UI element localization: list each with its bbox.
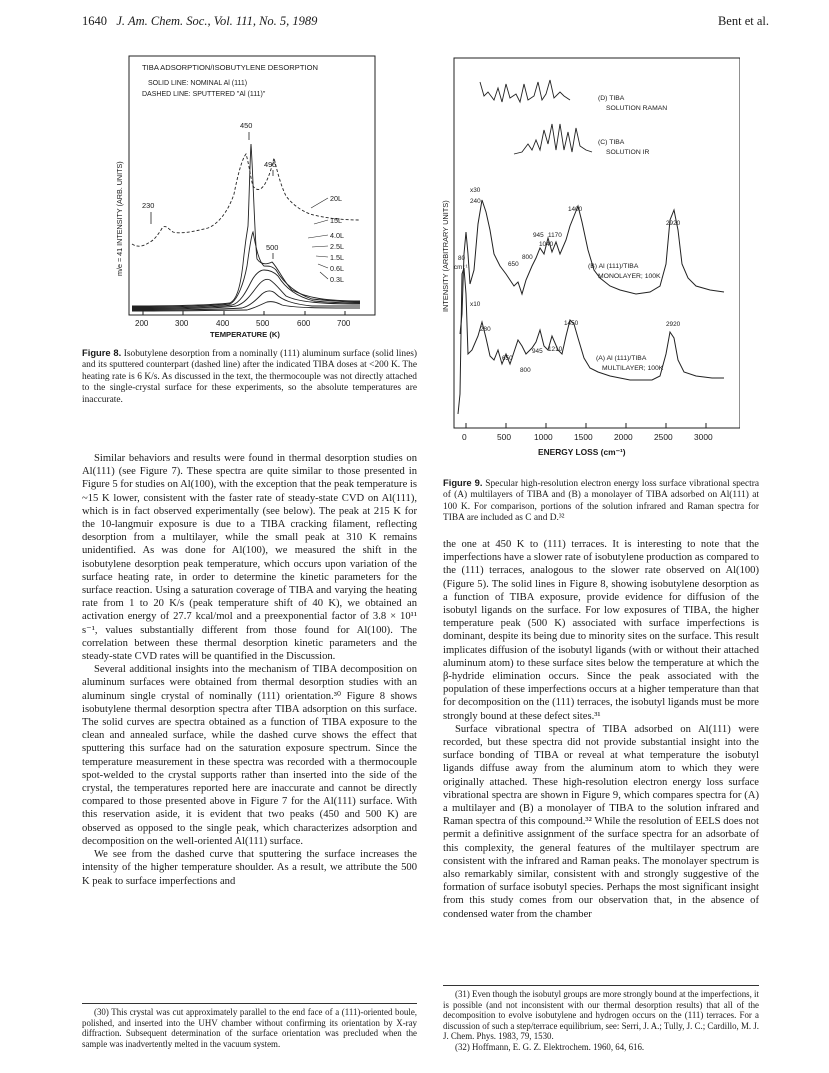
right-footnote-rule (443, 985, 759, 986)
fig9-trace-a-multilayer (458, 268, 724, 414)
fig9-a-peak-1450: 1450 (564, 320, 579, 327)
footnote-32: (32) Hoffmann, E. G. Z. Elektrochem. 1960, 64, 616. (455, 1041, 645, 1052)
fig9-a-peak-800: 800 (520, 367, 531, 374)
fig8-xtick-700: 700 (337, 319, 351, 328)
fig8-xtick-600: 600 (297, 319, 311, 328)
fig8-xticks (143, 311, 345, 315)
fig9-label-c-line1: (C) TIBA (598, 139, 625, 146)
right-paragraph-1: the one at 450 K to (111) terraces. It is interesting to note that the imperfections have a slower rate of isobutylene production as compared to the (111) terraces, analogous to the slower rate observed on Al(100) (Figure 5). The solid lines in Figure 8, showing isobutylene desorption as a function of TIBA exposure, provide evidence for diffusion of the isobutyl ligands on the surface. For low exposures of TIBA, the higher temperature peak (500 K) associated with surface imperfections is dominant, despite its being due to minority sites on the surface. This result implicates diffusion of the isobutyl ligands (with or without their attached aluminum atom) to these surface sites below the temperature at which the β-hydride elimination occurs. Since the peak associated with the population of these imperfections occurs at a higher temperature than that for decomposition on the (111) terraces, the isobutyl ligands must be more strongly bound at these defect sites.³¹ (443, 539, 759, 722)
left-paragraph-3: We see from the dashed curve that sputtering the surface increases the intensity of the higher temperature shoulder. As a result, we attribute the 500 K peak to surface imperfections and (82, 849, 417, 887)
right-column-text (443, 538, 759, 921)
fig8-ylabel: m/e = 41 INTENSITY (ARB. UNITS) (115, 161, 124, 276)
fig9-xtick-1500: 1500 (574, 432, 593, 442)
fig9-caption-label: Figure 9. (443, 477, 483, 488)
fig9-b-peak-2920: 2920 (666, 220, 681, 227)
fig8-xtick-200: 200 (135, 319, 149, 328)
fig9-frame (454, 58, 740, 428)
fig9-xtick-3000: 3000 (694, 432, 713, 442)
footnote-30: (30) This crystal was cut approximately parallel to the end face of a (111)-oriented boule, polished, and inserted into the UHV chamber without confirming its orientation by X-ray diffraction. Subsequent determination of the surface orientation was precluded when the sample was inadvertently melted in the vacuum system. (82, 1007, 417, 1049)
fig8-dose-2.5L: 2.5L (330, 242, 344, 251)
fig9-xtick-2000: 2000 (614, 432, 633, 442)
header-authors: Bent et al. (717, 14, 769, 28)
fig8-peak-495: 495 (264, 160, 277, 169)
fig9-label-d-line1: (D) TIBA (598, 95, 625, 102)
left-paragraph-1: Similar behaviors and results were found in thermal desorption studies on Al(111) (see Figure 7). These spectra are quite similar to those presented in Figure 5 for studies on Al(100), with the exception that the peak temperature is ~15 K lower, consistent with the faster rate of steady-state CVD on Al(111), which is in fact observed experimentally (see below). The peak at 215 K for the 10-langmuir exposure is due to a TIBA cracking filament, reflecting desorption from a multilayer, while the small peak at 310 K remains unidentified. As was done for Al(100), we measured the shift in the isobutylene desorption peak temperature, which occurs upon variation of the surface heating rate, in order to determine the kinetic parameters for the surface reaction. Using a saturation coverage of TIBA and varying the heating rate from 1 to 20 K/s (peak temperature shift of 40 K), we obtained an activation energy of 27.7 kcal/mol and a preexponential factor of 3.8 × 10¹¹ s⁻¹, values substantially different from those found for Al(100). The correlation between these thermal desorption kinetic parameters and the steady-state CVD rates will be quantified in the Discussion. (82, 453, 417, 663)
fig9-xticks (466, 423, 706, 428)
fig9-trace-d-raman (480, 80, 570, 102)
fig9-b-peak-650: 650 (508, 261, 519, 268)
fig8-dose-leaders (308, 198, 328, 279)
fig9-a-peak-2920: 2920 (666, 321, 681, 328)
fig9-elastic-unit: cm⁻¹ (454, 264, 468, 271)
fig9-b-peak-945: 945 (533, 232, 544, 239)
fig8-dose-1.5L: 1.5L (330, 253, 344, 262)
fig8-dose-0.6L: 0.6L (330, 264, 344, 273)
fig9-xtick-500: 500 (497, 432, 511, 442)
fig9-trace-c-ir (514, 124, 592, 154)
fig9-label-b-line2: MONOLAYER; 100K (598, 273, 661, 280)
right-paragraph-2: Surface vibrational spectra of TIBA adsorbed on Al(111) were recorded, but these spectra did not provide substantial insight into the surface bonding of TIBA or reveal at what temperature the isobutyl ligands diffuse away from the aluminum atom to which they were originally attached. These high-resolution electron energy loss surface vibrational spectra are shown in Figure 9, which compares spectra for (A) a multilayer and (B) a monolayer of TIBA to the solution infrared and Raman spectra of this compound.³² While the resolution of EELS does not permit a definitive assignment of the surface spectra for an adsorbate of this complexity, the general features of the multilayer spectrum are consistent with the infrared and Raman peaks. The monolayer spectrum is also remarkably similar, consistent with and strongly suggestive of the formation of surface isobutyl species. Perhaps the most significant insight from this study comes from our observation that, in the absence of condensed water from the chamber (443, 723, 759, 920)
fig8-xtick-400: 400 (216, 319, 230, 328)
fig9-a-peak-945: 945 (532, 348, 543, 355)
fig9-a-peak-650: 650 (502, 355, 513, 362)
fig9-xtick-1000: 1000 (534, 432, 553, 442)
left-paragraph-2: Several additional insights into the mechanism of TIBA decomposition on aluminum surfaces were obtained from thermal desorption studies with an aluminum single crystal of nominally (111) orientation.³⁰ Figure 8 shows isobutylene thermal desorption spectra after TIBA adsorption on this surface. The solid curves are spectra obtained as a function of TIBA exposure to the clean and annealed surface, while the dashed curve shows the effect that sputtering this surface had on the saturation exposure spectrum. Since the temperature measurement in these spectra was recorded with a thermocouple spot-welded to the crystal supports rather than inserted into the side of the crystal, the temperatures reported here are inaccurate and cannot be directly compared to those presented above in Figure 7 for the Al(111) surface. With this reservation aside, it is evident that two peaks (450 and 500 K) are observed as opposed to the single peak, which characterizes adsorption and decomposition on the well-oriented Al(111) surface. (82, 664, 417, 847)
fig8-dose-15L: 15L (330, 216, 342, 225)
fig8-caption (82, 347, 417, 406)
fig8-dose-4.0L: 4.0L (330, 231, 344, 240)
fig9-b-peak-1040: 1040 (539, 241, 554, 248)
fig8-title: TIBA ADSORPTION/ISOBUTYLENE DESORPTION (142, 63, 318, 72)
fig8-xtick-500: 500 (256, 319, 270, 328)
fig9-b-peak-1170: 1170 (548, 232, 562, 239)
fig8-dashed-curve (132, 154, 360, 246)
fig9-caption-text: Specular high-resolution electron energy loss surface vibrational spectra of (A) multilayers of TIBA and (B) a monolayer of TIBA adsorbed on Al(111) at 100 K. For comparison, portions of the solution infrared and Raman spectra for TIBA are included as C and D.³² (443, 479, 760, 524)
fig9-label-a-line1: (A) Al (111)/TIBA (596, 355, 647, 362)
fig8-dose-20L: 20L (330, 194, 342, 203)
figure-8 (112, 54, 382, 344)
fig8-xlabel: TEMPERATURE (K) (210, 330, 280, 339)
fig9-label-c-line2: SOLUTION IR (606, 149, 650, 156)
fig8-solid-curves (132, 144, 360, 311)
header-citation: 1640 J. Am. Chem. Soc., Vol. 111, No. 5, 1989 (82, 14, 318, 28)
fig8-peak-450: 450 (240, 121, 253, 130)
left-footnotes (82, 1007, 417, 1049)
fig9-b-peak-800: 800 (522, 254, 533, 261)
fig9-xlabel: ENERGY LOSS (cm⁻¹) (538, 447, 626, 457)
fig9-a-peak-280: 280 (480, 326, 491, 333)
left-column-text (82, 452, 417, 888)
fig9-mult-a: x10 (470, 301, 481, 308)
fig8-xtick-300: 300 (175, 319, 189, 328)
footnote-31: (31) Even though the isobutyl groups are more strongly bound at the imperfections, it is possible (and not inconsistent with our thermal desorption results) that all of the decomposition to evolve isobutylene and hydrogen occurs on the (111) terraces. For a discussion of such a step/terrace equilibrium, see: Serri, J. A.; Tully, J. C.; Cardillo, M. J. J. Chem. Phys. 1983, 79, 1530. (443, 989, 759, 1042)
fig9-label-b-line1: (B) Al (111)/TIBA (588, 263, 639, 270)
fig8-caption-text: Isobutylene desorption from a nominally (111) aluminum surface (solid lines) and its sputtered counterpart (dashed line) after the indicated TIBA doses at <200 K. The heating rate is 6 K/s. As discussed in the text, the thermocouple was not directly attached to the single-crystal surface for these experiments, so the absolute temperatures are inaccurate. (82, 349, 417, 405)
fig9-b-peak-240: 240 (470, 198, 481, 205)
fig9-xtick-0: 0 (462, 432, 467, 442)
fig9-mult-b: x30 (470, 187, 481, 194)
fig9-b-peak-1400: 1400 (568, 206, 583, 213)
running-header (82, 14, 769, 30)
fig8-legend-dashed: DASHED LINE: SPUTTERED "Al (111)" (142, 91, 266, 98)
fig8-legend-solid: SOLID LINE: NOMINAL Al (111) (148, 80, 248, 87)
figure-9 (440, 54, 740, 472)
fig9-caption (443, 477, 759, 525)
fig9-ylabel: INTENSITY (ARBITRARY UNITS) (441, 200, 450, 312)
fig9-xtick-2500: 2500 (654, 432, 673, 442)
fig9-a-peak-1210: 1210 (548, 346, 563, 353)
right-footnotes (443, 989, 759, 1053)
fig9-label-d-line2: SOLUTION RAMAN (606, 105, 668, 112)
left-footnote-rule (82, 1003, 417, 1004)
fig8-peak-500: 500 (266, 243, 279, 252)
fig9-label-a-line2: MULTILAYER; 100K (602, 365, 664, 372)
fig8-dose-0.3L: 0.3L (330, 275, 344, 284)
fig9-elastic-80: 80 (458, 255, 465, 262)
fig8-peak-230: 230 (142, 201, 155, 210)
fig8-caption-label: Figure 8. (82, 347, 122, 358)
